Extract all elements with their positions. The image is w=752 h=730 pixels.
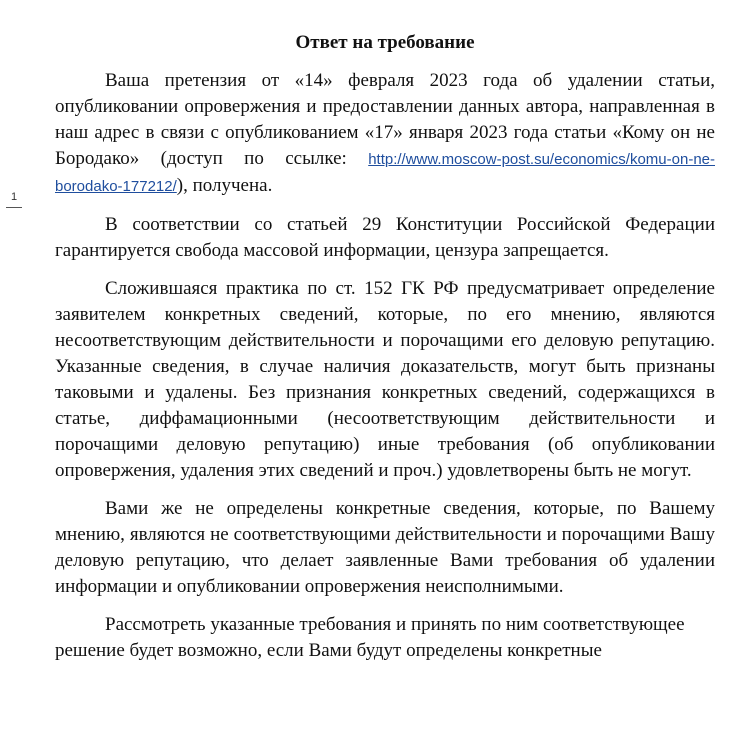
page-number-marker: 1 bbox=[6, 191, 22, 208]
document-title: Ответ на требование bbox=[295, 32, 475, 53]
paragraph-not-defined: Вами же не определены конкретные сведения, которые, по Вашему мнению, являются не соответствующими действительности и порочащими Вашу деловую репутацию, что делает заявленные Вами требования об удалении информации и опубликовании опровержения неисполнимыми. bbox=[55, 498, 715, 597]
paragraph-practice: Сложившаяся практика по ст. 152 ГК РФ предусматривает определение заявителем конкретных сведений, которые, по его мнению, являются несоответствующим действительности и порочащими его деловую репутацию. Указанные сведения, в случае наличия доказательств, могут быть признаны таковыми и удалены. Без признания конкретных сведений, содержащихся в статье, диффамационными (несоответствующим действительности и порочащими деловую репутацию) иные требования (об опубликовании опровержения, удаления этих сведений и проч.) удовлетворены быть не могут. bbox=[55, 278, 715, 481]
article-link[interactable]: http://www.moscow-post.su/economics/komu-on-ne-borodako-177212/ bbox=[55, 151, 715, 195]
paragraph-text: Ваша претензия от «14» февраля 2023 года об удалении статьи, опубликовании опровержения и предоставлении данных автора, направленная в наш адрес в связи с опубликованием «17» января 2023 года статьи «Кому он не Бородако» (доступ по ссылке: bbox=[55, 70, 715, 169]
paragraph-constitution: В соответствии со статьей 29 Конституции Российской Федерации гарантируется свобода массовой информации, цензура запрещается. bbox=[55, 214, 715, 261]
document-body bbox=[55, 30, 715, 676]
paragraph-consider: Рассмотреть указанные требования и принять по ним соответствующее решение будет возможно, если Вами будут определены конкретные bbox=[55, 614, 685, 661]
paragraph-claim-received bbox=[55, 68, 715, 200]
paragraph-text: ), получена. bbox=[176, 175, 273, 196]
